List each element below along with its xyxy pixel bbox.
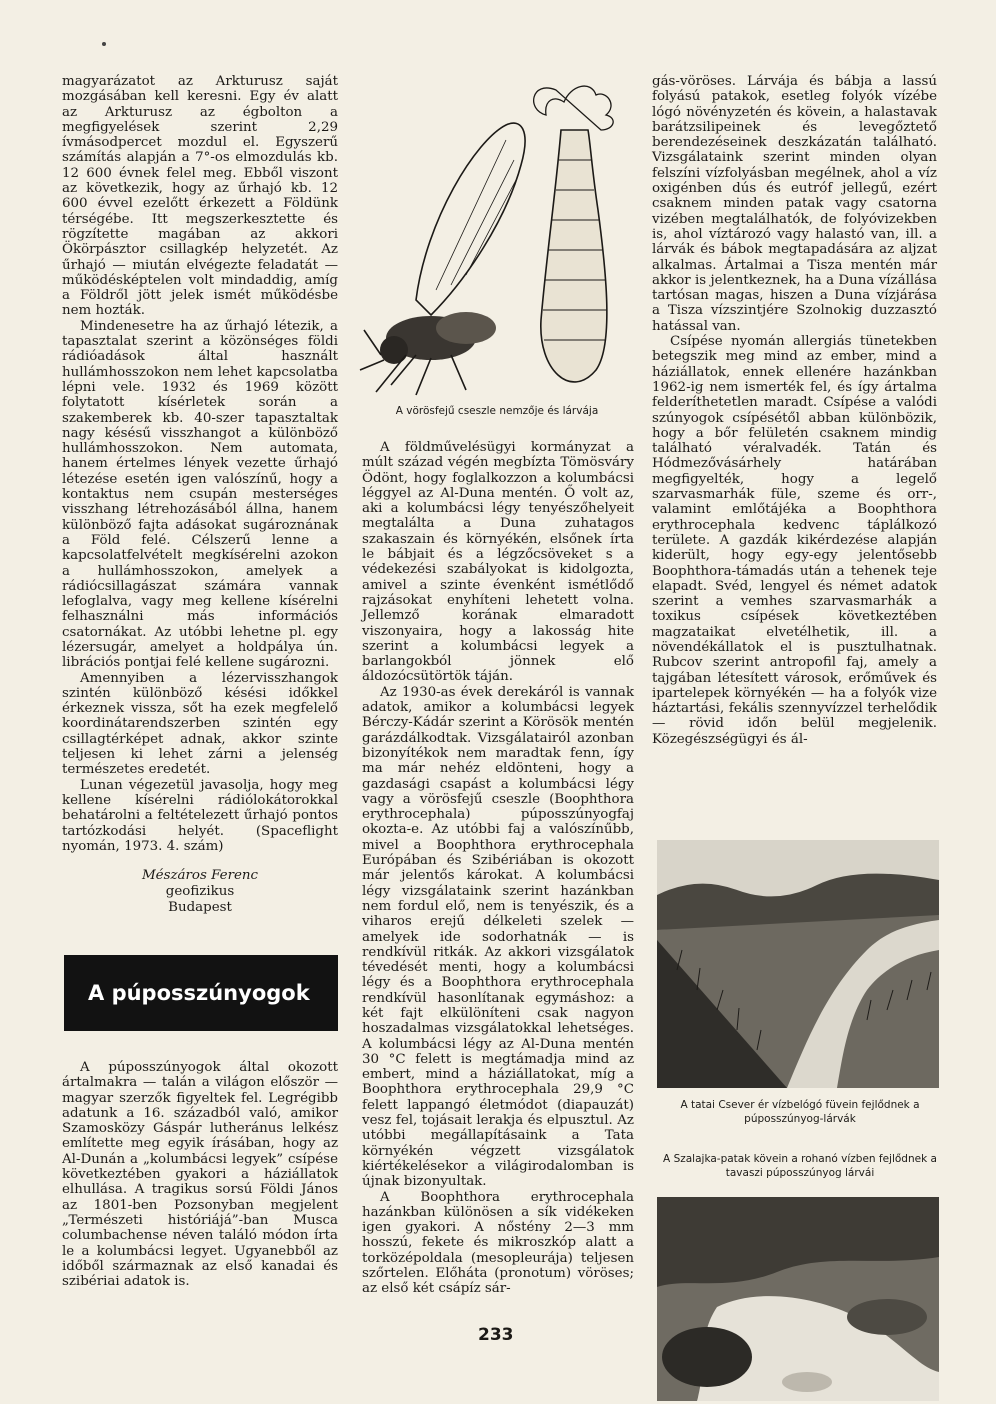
stream-photo-csever — [657, 840, 939, 1088]
paragraph: A földművelésügyi kormányzat a múlt század végén megbízta Tömösváry Ödönt, hogy foglalkozzon a kolumbácsi léggyel az Al-Duna mentén. Ő volt az, aki a kolumbácsi légy tenyészőhelyeit megtalálta a Duna zuhatagos szakaszain és környékén, elsőnek írta le bábjait és a légzőcsöveket s a védekezési szabályokat is kidolgozta, amivel a szinte évenként ismétlődő rajzásokat enyhíteni lehetett volna. Jellemző korának elmaradott viszonyaira, hogy a lakosság hite szerint a kolumbácsi legyek a barlangokból jönnek elő áldozócsütörtök táján. — [362, 440, 634, 685]
photo-stream-rocks — [657, 1197, 939, 1401]
column-left-article-end — [62, 74, 338, 916]
author-name: Mészáros Ferenc — [141, 868, 259, 884]
larva-body — [541, 130, 607, 382]
page-number: 233 — [478, 1325, 514, 1345]
fly-abdomen — [436, 312, 496, 344]
author-title: geofizikus — [165, 884, 235, 900]
photo1-caption: A tatai Csever ér vízbelógó füvein fejlődnek a púposszúnyog-lárvák — [680, 1099, 920, 1125]
paragraph: A púposszúnyogok által okozott ártalmakra — talán a világon először — magyar szerzők figyeltek fel. Legrégibb adatunk a 16. századból való, amikor Szamosközy Gáspár lutheránus lelkész említette meg egyik írásában, hogy az Al-Dunán a „kolumbácsi legyek” csípése következtében gyakori a háziállatok elhullása. A tragikus sorsú Földi János az 1801-ben Pozsonyban megjelent „Természeti históriájá”-ban Musca columbachense néven találó módon írta le a kolumbácsi legyet. Ugyanebből az időből származnak az első kanadai és szibériai adatok is. — [62, 1060, 338, 1290]
stream-photo-szalajka — [657, 1197, 939, 1401]
photo2-caption: A Szalajka-patak kövein a rohanó vízben fejlődnek a tavaszi púposszúnyog lárvái — [663, 1153, 937, 1179]
insect-illustration — [356, 70, 634, 400]
fly-head — [380, 336, 408, 364]
paragraph: Csípése nyomán allergiás tünetekben betegszik meg mind az ember, mind a háziállatok, ennek ellenére hazánkban 1962-ig nem ismerték fel, és így ártalma felderíthetetlen maradt. Csípése a valódi szúnyogok csípésétől abban különbözik, hogy a bőr felületén csaknem mindig található véralvadék. Tatán és Hódmezővásárhely határában megfigyelték, hogy a legelő szarvasmarhák füle, szeme és orr-, valamint emlőtájéka a Boophthora erythrocephala kedvenc táplálkozó területe. A gazdák kikérdezése alapján kiderült, hogy egy-egy jelentősebb Boophthora-támadás után a tehenek teje elapadt. Svéd, lengyel és német adatok szerint a vemhes szarvasmarhák a toxikus csípések következtében magzataikat elvetélhetik, ill. a növendékállatok el is pusztulhatnak. Rubcov szerint antropofil faj, amely a tajgában létesített városok, erőművek és ipartelepek környékén — ha a folyók vize háztartási, fekális szennyvízzel terhelődik — rövid időn belül megjelenik. Közegészségügyi és ál- — [652, 334, 937, 747]
wing-veins — [436, 140, 516, 290]
column-left-article-start — [62, 1060, 338, 1289]
paragraph: gás-vöröses. Lárvája és bábja a lassú folyású patakok, esetleg folyók vízébe lógó növényzetén és kövein, a halastavak barátzsilipeinek és levegőztető berendezéseinek deszkázatán található. Vizsgálataink szerint minden olyan felszíni vízfolyásban megélnek, ahol a víz oxigénben dús és eutróf jellegű, ezért csaknem minden patak vagy csatorna vizében megtalálhatók, de folyóvizekben is, ahol víztározó vagy halastó van, ill. a lárvák és bábok megtapadására az aljzat alkalmas. Ártalmai a Tisza mentén már akkor is jelentkeznek, ha a Duna vízállása tartósan magas, hiszen a Duna vízjárása a Tisza vízszintjére Szolnokig duzzasztó hatással van. — [652, 74, 937, 334]
paragraph: magyarázatot az Arkturusz saját mozgásában kell keresni. Egy év alatt az Arkturusz az égbolton a megfigyelések szerint 2,29 ívmásodpercet mozdul el. Egyszerű számítás alapján a 7°-os elmozdulás kb. 12 600 évnek felel meg. Ebből viszont az következik, hogy az űrhajó kb. 12 600 évvel ezelőtt érkezett a Földünk térségébe. Itt megszerkesztette és rögzítette magában az akkori Ökörpásztor csillagkép helyzetét. Az űrhajó — miután elvégezte feladatát — működésképtelen volt mindaddig, amíg a Földről jött jelek ismét működésbe nem hozták. — [62, 74, 338, 319]
fly-wing — [416, 123, 525, 315]
photo-stream-grass — [657, 840, 939, 1088]
paragraph: Mindenesetre ha az űrhajó létezik, a tapasztalat szerint a közönséges földi rádióadások által használt hullámhosszokon nem lehet kapcsolatba lépni vele. 1932 és 1969 között folytatott kísérletek során a szakemberek kb. 40-szer tapasztaltak nagy késésű visszhangot a különböző hullámhosszokon. Nem automata, hanem értelmes lények vezette űrhajó létezése esetén igen valószínű, hogy a kontaktus nem csupán mesterséges visszhang létrehozásából állna, hanem különböző fajta adásokat sugároznának a Föld felé. Célszerű lenne a kapcsolatfelvételt megkísérelni azokon a hullámhosszokon, amelyek a rádiócsillagászat számára vannak lefoglalva, vagy meg kellene kísérelni felhasználni más információs csatornákat. Az utóbbi lehetne pl. egy lézersugár, amelyet a holdpálya ún. librációs pontjai felé kellene sugározni. — [62, 318, 338, 671]
article-title-banner — [64, 955, 338, 1031]
author-city: Budapest — [168, 900, 232, 916]
insect-drawing — [356, 70, 634, 400]
larva — [534, 86, 614, 382]
larva-fan — [534, 86, 614, 130]
paragraph: A Boophthora erythrocephala hazánkban különösen a sík vidékeken igen gyakori. A nőstény 2—3 mm hosszú, fekete és mikroszkóp alatt a torközépoldala (mesopleurája) teljesen szőrtelen. Előháta (pronotum) vöröses; az első két csápíz sár- — [362, 1189, 634, 1297]
print-speck — [102, 42, 106, 46]
paragraph: Lunan végezetül javasolja, hogy meg kellene kísérelni rádiólokátorokkal behatárolni a feltételezett űrhajó pontos tartózkodási helyét. (Spaceflight nyomán, 1973. 4. szám) — [62, 777, 338, 854]
author-signature — [62, 868, 338, 916]
column-middle — [362, 440, 634, 1297]
paragraph: Amennyiben a lézervisszhangok szintén különböző késési időkkel érkeznek vissza, sőt ha ezek megfelelő koordinátarendszerben szintén egy csillagtérképet adnak, akkor szinte teljesen ki lehet zárni a jelenség természetes eredetét. — [62, 670, 338, 778]
insect-caption: A vörösfejű cseszle nemzője és lárvája — [395, 405, 599, 417]
paragraph: Az 1930-as évek derekáról is vannak adatok, amikor a kolumbácsi legyek Bérczy-Kádár szerint a Körösök mentén garázdálkodtak. Vizsgálatairól azonban bizonyítékok nem maradtak fenn, így ma már nehéz eldönteni, hogy a gazdasági csapást a kolumbácsi légy vagy a vörösfejű cseszle (Boophthora erythrocephala) púposszúnyogfaj okozta-e. Az utóbbi faj a valószínűbb, mivel a Boophthora erythrocephala Európában és Szibériában is okozott már jelentős károkat. A kolumbácsi légy vizsgálataink szerint hazánkban nem fordul elő, nem is tenyészik, és a viharos erejű délkeleti szelek — amelyek ide sodorhatnák — is rendkívül ritkák. Az akkori vizsgálatok tévedését menti, hogy a kolumbácsi légy és a Boophthora erythrocephala rendkívül hasonlítanak egymáshoz: a két fajt elkülöníteni csak nagyon hoszadalmas vizsgálatokkal lehetséges. A kolumbácsi légy az Al-Duna mentén 30 °C felett is megtámadja mind az embert, mind a háziállatokat, míg a Boophthora erythrocephala 29,9 °C felett lappangó életmódot (diapauzát) vesz fel, tojásait lerakja és elpusztul. Az utóbbi megállapításaink a Tata környékén végzett vizsgálatok kiértékelésekor a világirodalomban is újnak bizonyultak. — [362, 684, 634, 1190]
article-title: A púposszúnyogok — [88, 981, 310, 1005]
column-right — [652, 74, 937, 747]
